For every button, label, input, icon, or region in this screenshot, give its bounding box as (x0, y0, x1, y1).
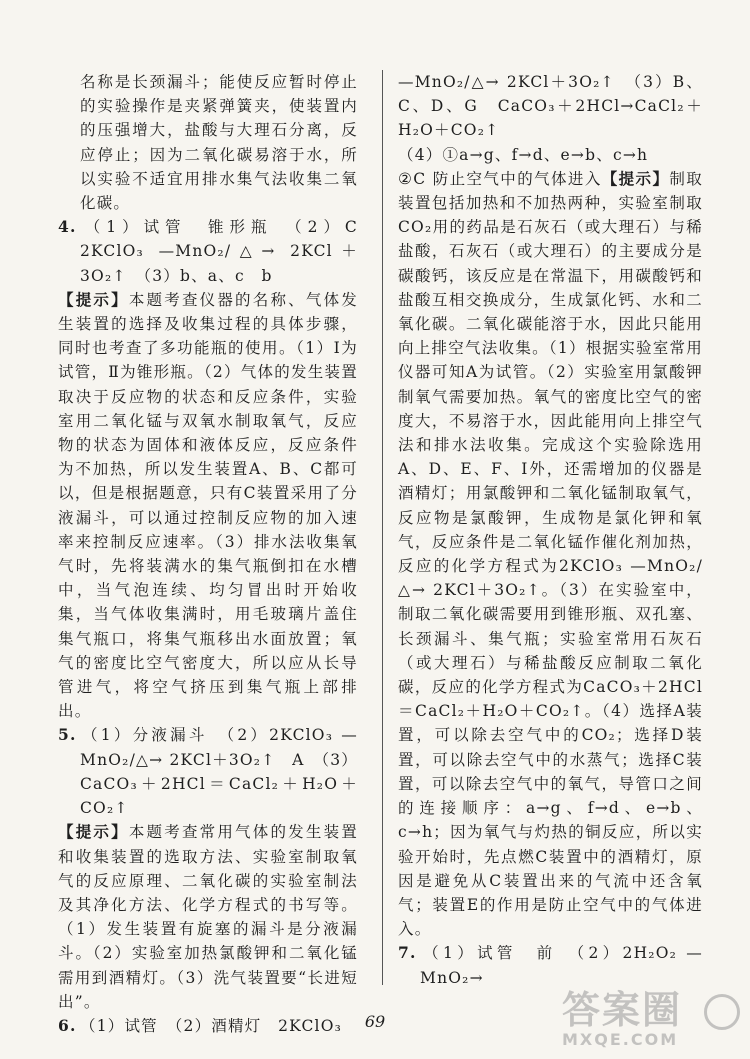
question-4-answer: 4. （1）试管 锥形瓶 （2）C 2KClO₃ —MnO₂/△→ 2KCl＋3O₂↑ （3）b、a、c b (58, 217, 375, 285)
question-4-hint: 【提示】本题考查仪器的名称、气体发生装置的选择及收集过程的具体步骤，同时也考查了多功能瓶的使用。（1）Ⅰ为试管，Ⅱ为锥形瓶。（2）气体的发生装置取决于反应物的状态和反应条件，实验室用二氧化锰与双氧水制取氧气，反应物的状态为固体和液体反应，反应条件为不加热，所以发生装置A、B、C都可以，但是根据题意，只有C装置采用了分液漏斗，可以通过控制反应物的加入速率来控制反应速率。（3）排水法收集氧气时，先将装满水的集气瓶倒扣在水槽中，当气泡连续、均匀冒出时开始收集，当气体收集满时，用毛玻璃片盖住集气瓶口，将集气瓶移出水面放置；氧气的密度比空气密度大，所以应从长导管进气，将空气挤压到集气瓶上部排出。 (58, 290, 358, 721)
watermark-circle-icon (704, 994, 740, 1030)
question-7-answer: 7. （1）试管 前 （2）2H₂O₂ —MnO₂→ (398, 943, 703, 987)
column-divider (382, 70, 383, 985)
hint-label: 【提示】 (601, 169, 670, 188)
question-number: 7. (398, 943, 417, 963)
hint-label: 【提示】 (58, 823, 129, 842)
question-6-hint: ②C 防止空气中的气体进入【提示】制取装置包括加热和不加热两种，实验室制取CO₂用的药品是石灰石（或大理石）与稀盐酸，石灰石（或大理石）的主要成分是碳酸钙，该反应是在常温下，用碳酸钙和盐酸互相交换成分，生成氯化钙、水和二氧化碳。二氧化碳能溶于水，因此只能用向上排空气法收集。（1）根据实验室常用仪器可知A为试管。（2）实验室用氯酸钾制氧气需要加热。氧气的密度比空气的密度大，不易溶于水，因此能用向上排空气法和排水法收集。完成这个实验除选用A、D、E、F、I外，还需增加的仪器是酒精灯；用氯酸钾和二氧化锰制取氧气，反应物是氯酸钾，生成物是氯化钾和氧气，反应条件是二氧化锰作催化剂加热，反应的化学方程式为2KClO₃ —MnO₂/△→ 2KCl＋3O₂↑。（3）在实验室中，制取二氧化碳需要用到锥形瓶、双孔塞、长颈漏斗、集气瓶；实验室常用石灰石（或大理石）与稀盐酸反应制取二氧化碳，反应的化学方程式为CaCO₃＋2HCl＝CaCl₂＋H₂O＋CO₂↑。（4）选择A装置，可以除去空气中的CO₂；选择D装置，可以除去空气中的水蒸气；选择C装置，可以除去空气中的氧气，导管口之间的连接顺序：a→g、f→d、e→b、c→h；因为氧气与灼热的铜反应，所以实验开始时，先点燃C装置中的酒精灯，原因是避免从C装置出来的气流中还含氧气；装置E的作用是防止空气中的气体进入。 (398, 169, 703, 939)
question-number: 5. (58, 725, 77, 745)
page-number: 69 (364, 1012, 386, 1031)
right-column (398, 70, 703, 990)
watermark-top: 答案圈 (562, 988, 683, 1032)
left-para-0: 名称是长颈漏斗；能使反应暂时停止的实验操作是夹紧弹簧夹，使装置内的压强增大，盐酸与大理石分离，反应停止；因为二氧化碳易溶于水，所以实验不适宜用排水集气法收集二氧化碳。 (80, 73, 358, 213)
right-para-0: —MnO₂/△→ 2KCl＋3O₂↑ （3）B、C、D、G CaCO₃＋2HCl→CaCl₂＋H₂O＋CO₂↑ (398, 73, 703, 140)
hint-label: 【提示】 (58, 290, 129, 309)
question-number: 4. (58, 217, 77, 237)
question-5-hint: 【提示】本题考查常用气体的发生装置和收集装置的选取方法、实验室制取氧气的反应原理、二氧化碳的实验室制法及其净化方法、化学方程式的书写等。（1）发生装置有旋塞的漏斗是分液漏斗。（2）实验室加热氯酸钾和二氧化锰需用到酒精灯。（3）洗气装置要“长进短出”。 (58, 823, 358, 1011)
question-6-answer: 6. （1）试管 （2）酒精灯 2KClO₃ (58, 1014, 358, 1038)
question-number: 6. (58, 1015, 77, 1035)
watermark-logo (562, 990, 742, 1052)
question-5-answer: 5. （1）分液漏斗 （2）2KClO₃ —MnO₂/△→ 2KCl＋3O₂↑ A （3）CaCO₃＋2HCl＝CaCl₂＋H₂O＋CO₂↑ (58, 725, 358, 818)
watermark-bottom: MXQE.COM (562, 1030, 679, 1049)
right-para-1: （4）①a→g、f→d、e→b、c→h (398, 145, 649, 164)
